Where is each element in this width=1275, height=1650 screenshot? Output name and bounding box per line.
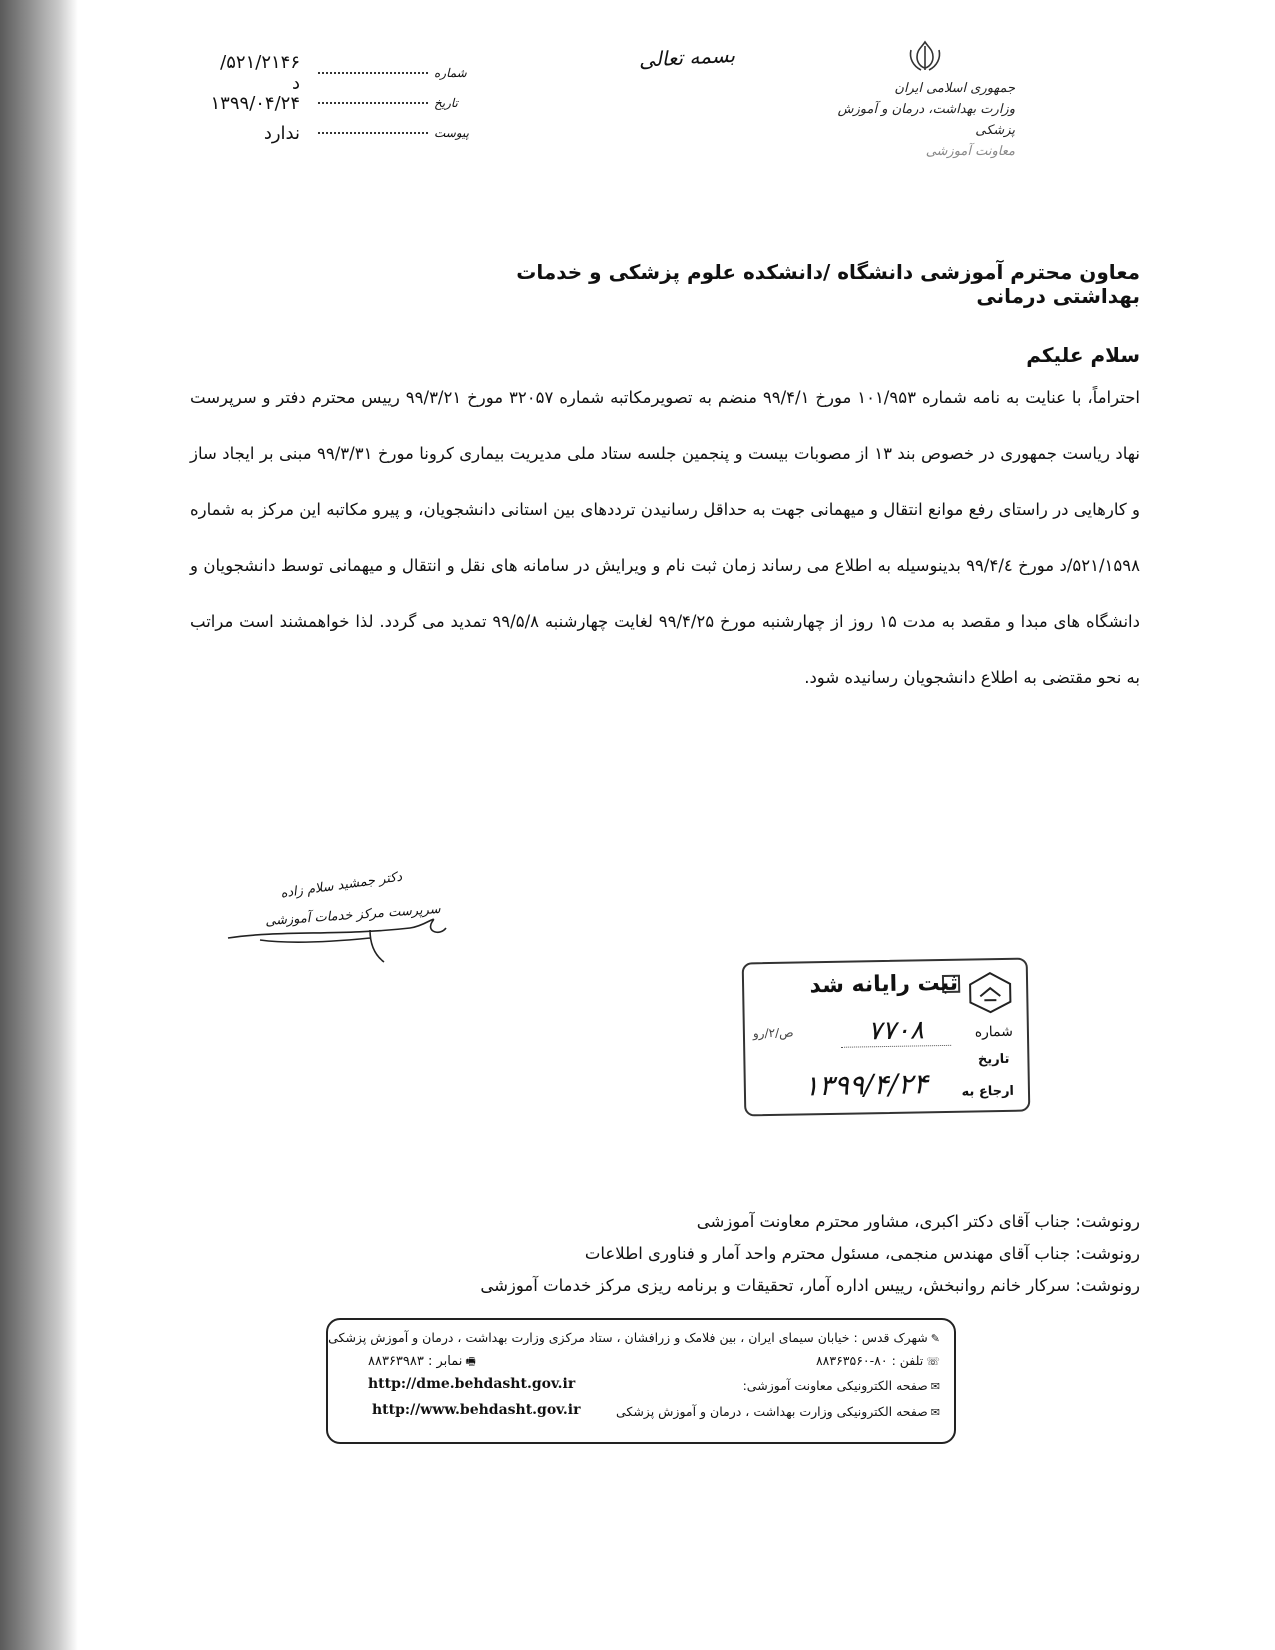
envelope-icon: ✉ [930, 1380, 940, 1393]
letter-meta [210, 52, 480, 148]
registration-stamp [742, 958, 1031, 1117]
meta-value: ۵۲۱/۲۱۴۶/د [220, 52, 300, 94]
cc-item: رونوشت: جناب آقای مهندس منجمی، مسئول محترم واحد آمار و فناوری اطلاعات [584, 1244, 1140, 1263]
cc-item: رونوشت: جناب آقای دکتر اکبری، مشاور محترم معاونت آموزشی [696, 1212, 1140, 1231]
footer-phone: تلفن : ۸۰-۸۸۳۶۳۵۶۰ [815, 1353, 924, 1368]
meta-value: ندارد [263, 122, 300, 144]
letter-body [190, 370, 1140, 706]
signer-title: سرپرست مرکز خدمات آموزشی [264, 901, 442, 930]
footer-web1-row [743, 1378, 940, 1393]
ministry-line: وزارت بهداشت، درمان و آموزش پزشکی [837, 102, 1015, 138]
ministry-heading [800, 78, 1015, 162]
meta-label: پیوست [434, 126, 469, 140]
footer-contact-box [326, 1318, 956, 1444]
fax-icon: 🖷 [465, 1355, 476, 1368]
footer-address: شهرک قدس : خیابان سیمای ایران ، بین فلامک و زرافشان ، ستاد مرکزی وزارت بهداشت ، درمان و آموزش پزشکی [328, 1330, 928, 1345]
signature-scribble-icon [220, 870, 480, 980]
meta-label: تاریخ [434, 96, 458, 110]
signature-block [220, 870, 480, 980]
letter-greeting: سلام علیکم [1026, 343, 1140, 367]
letter-addressee: معاون محترم آموزشی دانشگاه /دانشکده علوم پزشکی و خدمات بهداشتی درمانی [516, 260, 1140, 308]
iran-emblem-icon [905, 40, 945, 74]
ministry-line: معاونت آموزشی [925, 144, 1015, 159]
basmala: بسمه تعالی [638, 42, 736, 72]
cc-list [440, 1206, 1140, 1302]
footer-web2-label: صفحه الکترونیکی وزارت بهداشت ، درمان و آموزش پزشکی [616, 1404, 928, 1419]
footer-fax: نمابر : ۸۸۳۶۳۹۸۳ [368, 1354, 463, 1369]
dotted-line [318, 72, 428, 74]
stamp-number-value: ۷۷۰۸ [841, 1015, 952, 1048]
envelope-icon: ✉ [930, 1406, 940, 1419]
footer-fax-row [368, 1353, 476, 1372]
stamp-date-value: ۱۳۹۹/۴/۲۴ [803, 1067, 929, 1103]
meta-row-attachment [220, 118, 480, 148]
location-icon: ✎ [930, 1332, 940, 1345]
university-logo-icon [966, 970, 1015, 1015]
stamp-code: ص/۲/رو [752, 1025, 794, 1041]
meta-label: شماره [434, 66, 467, 80]
footer-web2-link[interactable]: http://www.behdasht.gov.ir [372, 1402, 581, 1418]
meta-row-number [220, 52, 480, 94]
footer-web1-label: صفحه الکترونیکی معاونت آموزشی: [742, 1378, 928, 1393]
footer-phone-row [816, 1353, 940, 1368]
stamp-number-label: شماره [974, 1023, 1014, 1041]
stamp-title: ثبت رایانه شد [809, 970, 959, 999]
ministry-line: جمهوری اسلامی ایران [894, 81, 1015, 96]
scan-shadow-edge [0, 0, 78, 1650]
stamp-date-label: تاریخ [977, 1051, 1010, 1068]
signer-name: دکتر جمشید سلام زاده [279, 869, 404, 902]
phone-icon: ☏ [926, 1355, 940, 1368]
cc-item: رونوشت: سرکار خانم روانبخش، رییس اداره آمار، تحقیقات و برنامه ریزی مرکز خدمات آموزشی [480, 1276, 1140, 1295]
dotted-line [318, 132, 428, 134]
meta-value: ۱۳۹۹/۰۴/۲۴ [210, 92, 300, 114]
footer-web1-link[interactable]: http://dme.behdasht.gov.ir [368, 1376, 576, 1392]
footer-web2-row [616, 1404, 940, 1419]
footer-address-row [328, 1330, 940, 1345]
meta-row-date [210, 88, 480, 118]
dotted-line [318, 102, 428, 104]
letter-paragraph: احتراماً، با عنایت به نامه شماره ۱۰۱/۹۵۳ مورخ ۹۹/۴/۱ منضم به تصویرمکاتبه شماره ۳۲۰۵۷ مورخ ۹۹/۳/۲۱ رییس محترم دفتر و سرپرست نهاد ریاست جمهوری در خصوص بند ۱۳ از مصوبات بیست و پنجمین جلسه ستاد ملی مدیریت بیماری کرونا مورخ ۹۹/۳/۳۱ مبنی بر ایجاد ساز و کارهایی در راستای رفع موانع انتقال و میهمانی جهت به حداقل رسانیدن ترددهای بین استانی دانشجویان، و پیرو مکاتبه این مرکز به شماره ۵۲۱/۱۵۹۸/د مورخ ۹۹/۴/٤ بدینوسیله به اطلاع می رساند زمان ثبت نام و ویرایش در سامانه های نقل و انتقال و میهمانی توسط دانشجویان و دانشگاه های مبدا و مقصد به مدت ۱۵ روز از چهارشنبه مورخ ۹۹/۴/۲۵ لغایت چهارشنبه ۹۹/۵/۸ تمدید می گردد. لذا خواهمشند است مراتب به نحو مقتضی به اطلاع دانشجویان رسانیده شود. [190, 388, 1140, 687]
stamp-ref-label: ارجاع به [961, 1083, 1015, 1100]
